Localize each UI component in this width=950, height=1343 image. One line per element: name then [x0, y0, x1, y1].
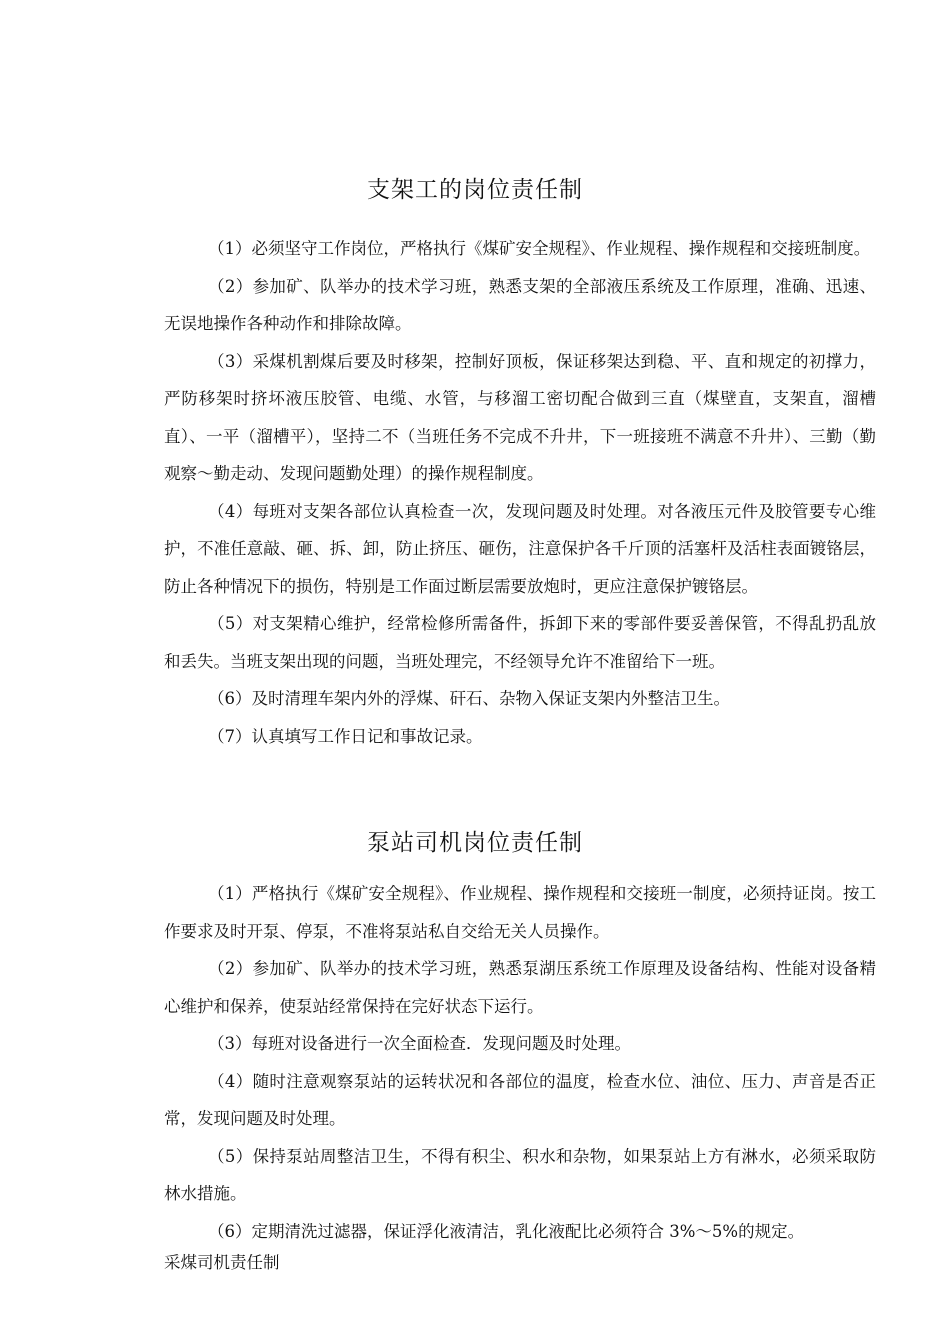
paragraph: （1）严格执行《煤矿安全规程》、作业规程、操作规程和交接班一制度，必须持证岗。按工作要求及时开泵、停泵，不准将泵站私自交给无关人员操作。: [164, 884, 876, 941]
paragraph: （2）参加矿、队举办的技术学习班，熟悉支架的全部液压系统及工作原理，准确、迅速、无误地操作各种动作和排除故障。: [164, 276, 876, 333]
paragraph: （1）必须坚守工作岗位，严格执行《煤矿安全规程》、作业规程、操作规程和交接班制度。: [208, 239, 871, 258]
paragraph: （5）对支架精心维护，经常检修所需备件，拆卸下来的零部件要妥善保管，不得乱扔乱放和丢失。当班支架出现的问题，当班处理完，不经领导允许不准留给下一班。: [164, 614, 876, 671]
section-support-worker: [164, 230, 876, 755]
paragraph: （4）每班对支架各部位认真检查一次，发现问题及时处理。对各液压元件及胶管要专心维护，不准任意敲、砸、拆、卸，防止挤压、砸伤，注意保护各千斤顶的活塞杆及活柱表面镀铬层，防止各种情况下的损伤，特别是工作面过断层需要放炮时，更应注意保护镀铬层。: [164, 501, 876, 596]
paragraph: （3）采煤机割煤后要及时移架，控制好顶板，保证移架达到稳、平、直和规定的初撑力，严防移架时挤坏液压胶管、电缆、水管，与移溜工密切配合做到三直（煤壁直，支架直，溜槽直）、一平（溜槽平），坚持二不（当班任务不完成不升井，下一班接班不满意不升井）、三勤（勤观察～勤走动、发现问题勤处理）的操作规程制度。: [164, 351, 876, 483]
section-title-support-worker: 支架工的岗位责任制: [367, 177, 583, 203]
paragraph: （3）每班对设备进行一次全面检查．发现问题及时处理。: [208, 1034, 631, 1053]
section-pump-operator: [164, 875, 876, 1250]
paragraph: （7）认真填写工作日记和事故记录。: [208, 726, 483, 746]
next-section-heading: 采煤司机责任制: [164, 1253, 280, 1272]
paragraph: （6）及时清理车架内外的浮煤、矸石、杂物入保证支架内外整洁卫生。: [208, 689, 730, 708]
paragraph: （6）定期清洗过滤器，保证浮化液清洁，乳化液配比必须符合 3%～5%的规定。: [208, 1221, 805, 1241]
section-title-pump-operator: 泵站司机岗位责任制: [367, 830, 583, 856]
paragraph: （4）随时注意观察泵站的运转状况和各部位的温度，检查水位、油位、压力、声音是否正常，发现问题及时处理。: [164, 1071, 876, 1128]
paragraph: （5）保持泵站周整洁卫生，不得有积尘、积水和杂物，如果泵站上方有淋水，必须采取防林水措施。: [164, 1146, 876, 1203]
paragraph: （2）参加矿、队举办的技术学习班，熟悉泵湖压系统工作原理及设备结构、性能对设备精心维护和保养，使泵站经常保持在完好状态下运行。: [164, 959, 876, 1016]
